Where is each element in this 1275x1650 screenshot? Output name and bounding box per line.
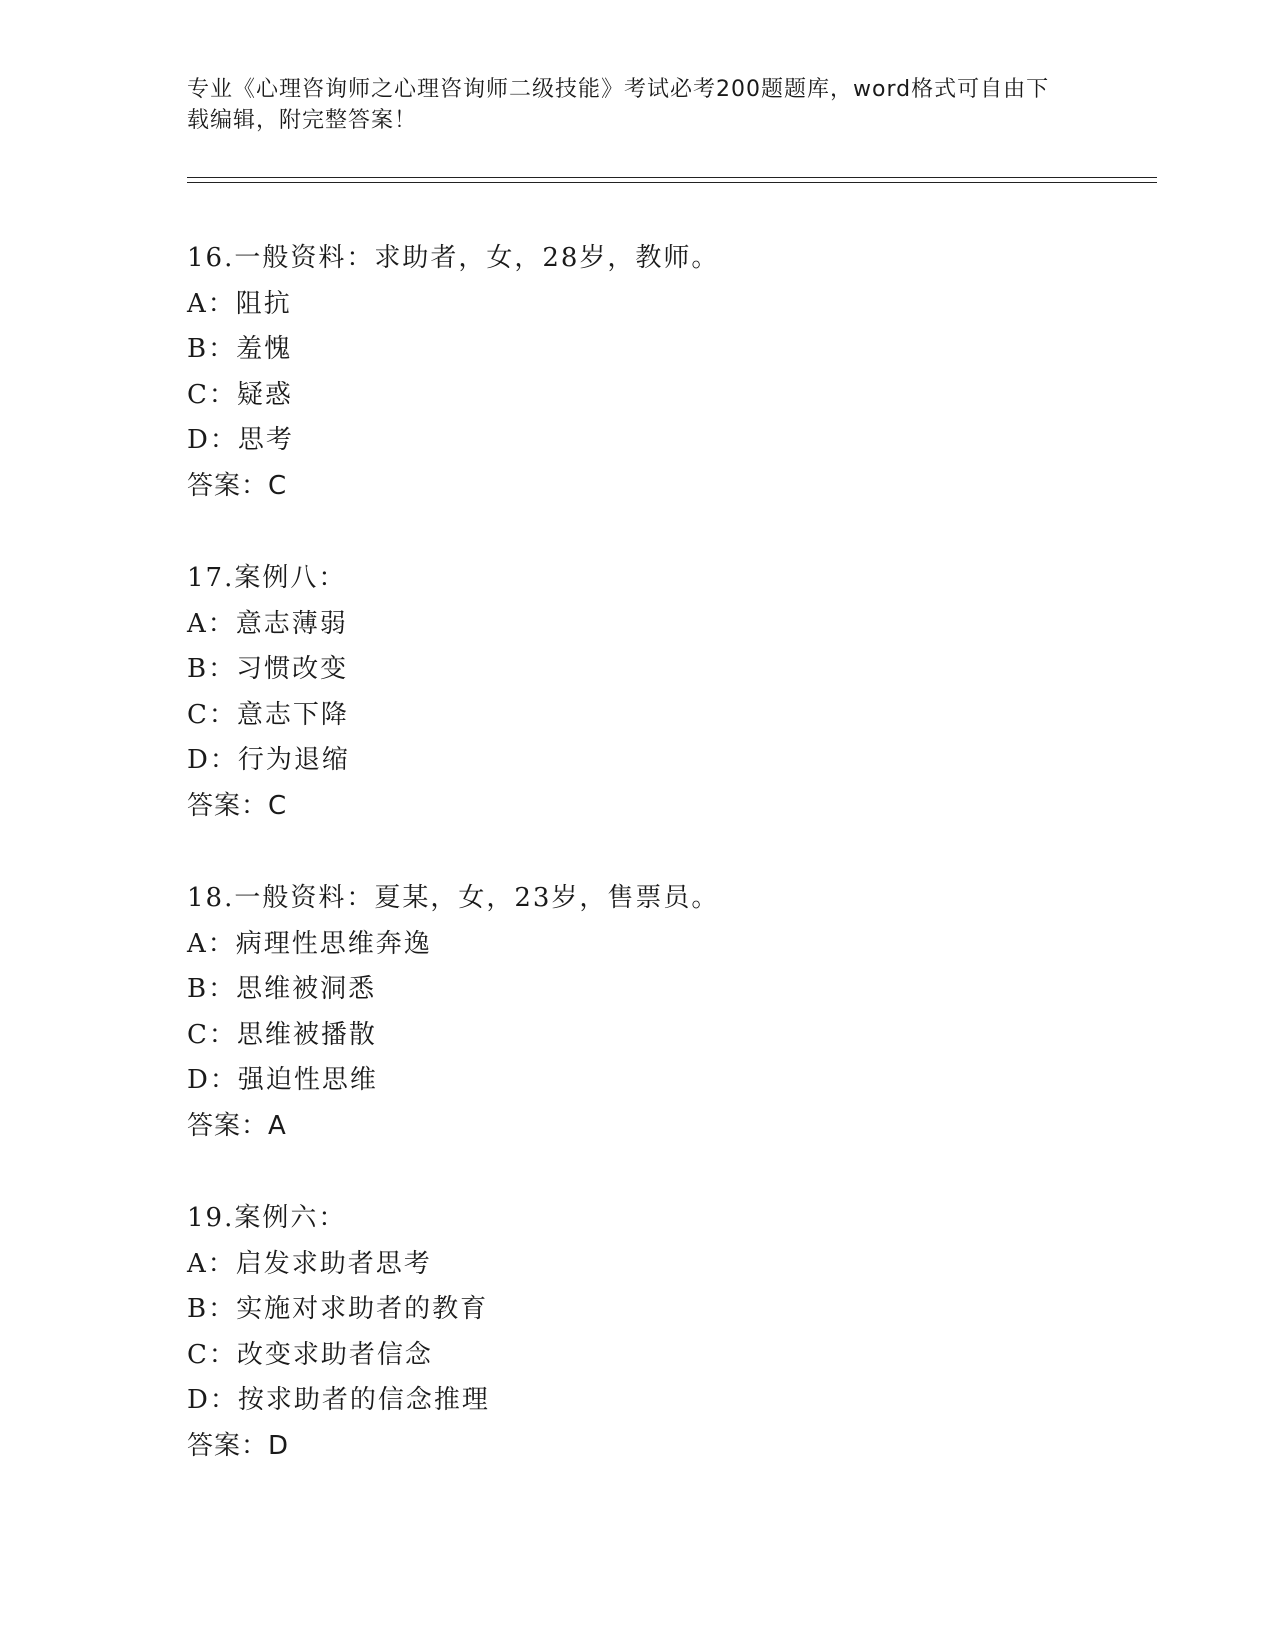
option-a: A：阻抗 xyxy=(187,288,292,319)
answer-line: 答案：C xyxy=(187,470,288,501)
question-17 xyxy=(187,556,1147,829)
option-c: C：改变求助者信念 xyxy=(187,1339,433,1370)
option-b: B：思维被洞悉 xyxy=(187,974,377,1004)
answer-line: 答案：D xyxy=(187,1430,290,1461)
answer-line: 答案：A xyxy=(187,1110,287,1141)
header-double-rule xyxy=(187,177,1157,183)
question-16 xyxy=(187,236,1147,509)
option-a: A：意志薄弱 xyxy=(187,608,348,639)
option-b: B：习惯改变 xyxy=(187,654,349,684)
option-a: A：启发求助者思考 xyxy=(187,1248,432,1279)
option-b: B：羞愧 xyxy=(187,334,293,364)
question-stem: 18.一般资料：夏某，女，23岁，售票员。 xyxy=(187,883,720,913)
question-18 xyxy=(187,876,1147,1149)
option-c: C：意志下降 xyxy=(187,699,349,730)
option-c: C：疑惑 xyxy=(187,379,293,410)
option-d: D：思考 xyxy=(187,425,294,455)
option-d: D：行为退缩 xyxy=(187,745,350,775)
answer-line: 答案：C xyxy=(187,790,288,821)
option-d: D：强迫性思维 xyxy=(187,1065,378,1095)
question-19 xyxy=(187,1196,1147,1469)
question-list xyxy=(187,236,1147,1516)
option-b: B：实施对求助者的教育 xyxy=(187,1294,489,1324)
option-a: A：病理性思维奔逸 xyxy=(187,928,432,959)
question-stem: 16.一般资料：求助者，女，28岁，教师。 xyxy=(187,243,720,273)
option-c: C：思维被播散 xyxy=(187,1019,377,1050)
document-header: 专业《心理咨询师之心理咨询师二级技能》考试必考200题题库，word格式可自由下载编辑，附完整答案！ xyxy=(187,77,1050,133)
question-stem: 17.案例八： xyxy=(187,563,347,593)
option-d: D：按求助者的信念推理 xyxy=(187,1385,490,1415)
question-stem: 19.案例六： xyxy=(187,1203,347,1233)
